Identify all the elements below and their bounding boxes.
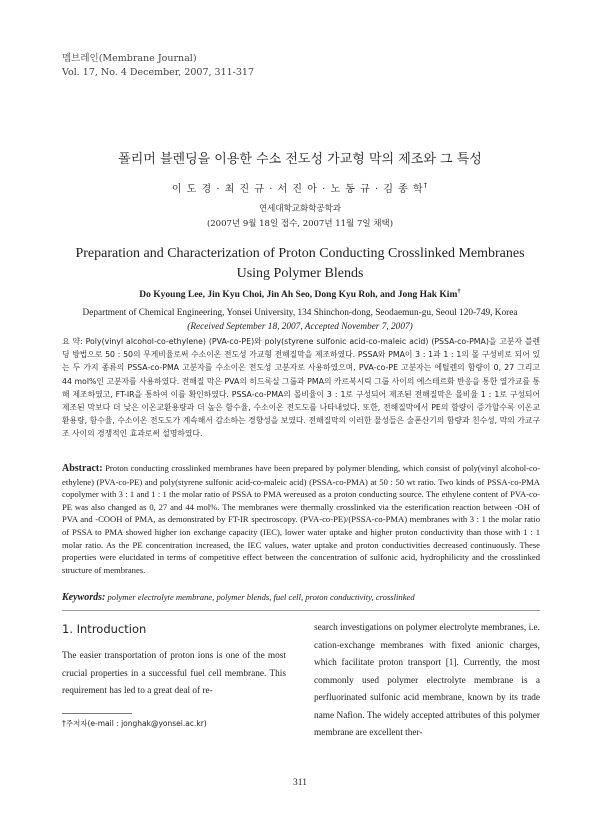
journal-name: 멤브레인(Membrane Journal)	[62, 53, 197, 64]
english-abstract	[62, 462, 540, 576]
korean-author-list: 이 도 경 · 최 진 규 · 서 진 아 · 노 동 규 · 김 종 학	[171, 184, 424, 195]
left-column	[62, 622, 286, 701]
introduction-left-text: The easier transportation of proton ions is one of the most crucial properties in a successful fuel cell membrane. This requirement has led to a great deal of re-	[62, 651, 286, 696]
korean-affiliation-block	[0, 202, 600, 232]
footnote-rule	[62, 713, 132, 714]
english-authors	[0, 288, 600, 300]
korean-abstract-label: 요 약:	[62, 337, 83, 346]
page-number: 311	[293, 778, 307, 788]
corresponding-mark: †	[423, 181, 429, 190]
english-abstract-text: Proton conducting crosslinked membranes have been prepared by polymer blending, which consist of poly(vinyl alcohol-co-ethylene) (PVA-co-PE) and poly(styrene sulfonic acid-co-maleic acid) (PSSA-co-PMA) at 50 : 50 wt ratio. Two kinds of PSSA-co-PMA copolymer with 3 : 1 and 1 : 1 the molar ratio of PSSA to PMA wereused as a proton conducting source. The ethylene content of PVA-co-PE was also changed as 0, 27 and 44 mol%. The membranes were thermally crosslinked via the esterification reaction between -OH of PVA and -COOH of PMA, as demonstrated by FT-IR spectroscopy. (PVA-co-PE)/(PSSA-co-PMA) membranes with 3 : 1 the molar ratio of PSSA to PMA showed higher ion exchange capacity (IEC), lower water uptake and higher proton conductivity than those with 1 : 1 molar ratio. As the PE concentration increased, the IEC values, water uptake and proton conductivities decreased continuously. These properties were elucidated in terms of competitive effect between the concentration of sulfonic acid, hydrophilicity and the crosslinked structure of membranes.	[62, 463, 540, 575]
english-title-line1: Preparation and Characterization of Proton Conducting Crosslinked Membranes	[75, 246, 525, 261]
keywords-label: Keywords:	[62, 592, 106, 603]
footnote: †주저자(e-mail : jonghak@yonsei.ac.kr)	[62, 719, 207, 728]
korean-abstract	[62, 335, 540, 441]
keywords	[62, 592, 540, 603]
korean-affiliation: 연세대학교화학공학과	[258, 204, 342, 214]
right-column	[314, 620, 540, 743]
journal-volume: Vol. 17, No. 4 December, 2007, 311-317	[62, 67, 255, 78]
introduction-right-text: search investigations on polymer electrolyte membranes, i.e. cation-exchange membranes with fixed anionic charges, which facilitate proton transport [1]. Currently, the most commonly used polymer electrolyte membrane is a perfluorinated sulfonic acid membrane, known by its trade name Nafion. The widely accepted attributes of this polymer membrane are excellent ther-	[314, 623, 540, 738]
english-title-line2: Using Polymer Blends	[236, 266, 364, 281]
english-affiliation: Department of Chemical Engineering, Yonsei University, 134 Shinchon-dong, Seodaemun-gu, Seoul 120-749, Korea	[82, 308, 518, 318]
english-corresponding-mark: †	[457, 288, 461, 295]
korean-abstract-text: Poly(vinyl alcohol-co-ethylene) (PVA-co-PE)와 poly(styrene sulfonic acid-co-maleic acid) (PSSA-co-PMA)을 고분자 블렌딩 방법으로 50 : 50의 무게비율로써 수소이온 전도성 가교형 전해질막을 제조하였다. PSSA와 PMA이 3 : 1과 1 : 1의 몰 구성비로 되어 있는 두 가지 종류의 PSSA-co-PMA 고분자를 수소이온 전도성 고분자로 사용하였으며, PVA-co-PE 고분자는 에틸렌의 함량이 0, 27 그리고 44 mol%인 고분자를 사용하였다. 전해질 막은 PVA의 히드록실 그룹과 PMA의 카르복시릭 그룹 사이의 에스테르화 반응을 통한 열가교를 통해 제조하였고, FT-IR을 통하여 이를 확인하였다. PSSA-co-PMA의 몰비율이 3 : 1로 구성되어 제조된 전해질막은 몰비율 1 : 1로 구성되어 제조된 막보다 더 낮은 이온교환용량과 더 높은 함수율, 수소이온 전도도를 나타내었다. 또한, 전해질막에서 PE의 함량이 증가할수록 이온교환용량, 함수율, 수소이온 전도도가 계속해서 감소하는 경향성을 보였다. 전해질막의 이러한 물성들은 술폰산기의 함량과 친수성, 막의 가교구조 사이의 경쟁적인 효과로써 설명하였다.	[62, 337, 540, 439]
english-received: (Received September 18, 2007, Accepted November 7, 2007)	[187, 322, 413, 332]
korean-authors	[0, 180, 600, 195]
english-title	[60, 244, 540, 284]
section-divider	[62, 610, 540, 611]
english-author-list: Do Kyoung Lee, Jin Kyu Choi, Jin Ah Seo, Dong Kyu Roh, and Jong Hak Kim	[139, 290, 458, 301]
keywords-text: polymer electrolyte membrane, polymer blends, fuel cell, proton conductivity, crosslinked	[107, 592, 415, 602]
introduction-heading: 1. Introduction	[62, 622, 147, 636]
journal-header	[62, 52, 254, 80]
korean-title: 폴리머 블렌딩을 이용한 수소 전도성 가교형 막의 제조와 그 특성	[118, 152, 482, 167]
english-affiliation-block	[0, 306, 600, 334]
korean-received: (2007년 9월 18일 접수, 2007년 11월 7일 채택)	[206, 219, 394, 229]
english-abstract-label: Abstract:	[62, 463, 103, 474]
